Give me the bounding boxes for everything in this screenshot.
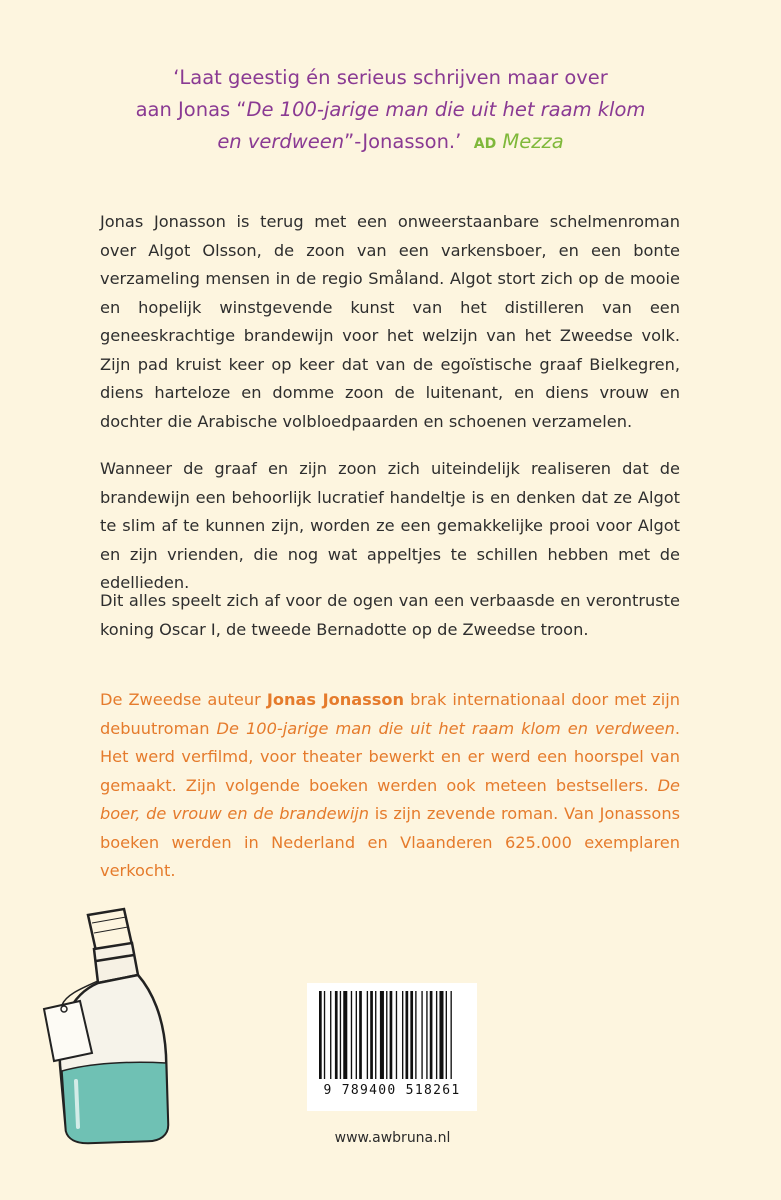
barcode-bar (359, 991, 362, 1079)
quote-line-1: ‘Laat geestig én serieus schrijven maar over (173, 66, 608, 89)
barcode-bar (351, 991, 352, 1079)
author-bio (100, 686, 680, 886)
quote-book-title: De 100-jarige man die uit het raam klom (246, 98, 646, 121)
book-title-2: De boer, de vrouw en de brandewijn (100, 775, 680, 823)
barcode-bar (430, 991, 433, 1079)
bio-text: . Het werd verfilmd, voor theater bewerkt en er werd een hoorspel van gemaakt. Zijn volgende boeken werden ook meteen bestsellers. (100, 718, 681, 795)
barcode-bar (439, 991, 443, 1079)
bottle-icon (40, 905, 190, 1145)
quote-source-mezza: Mezza (502, 130, 564, 153)
bio-text: is zijn zevende roman. Van Jonassons boeken werden in Nederland en Vlaanderen 625.000 exemplaren verkocht. (100, 804, 681, 880)
barcode-bar (375, 991, 376, 1079)
isbn-number: 9 789400 518261 (323, 1083, 461, 1098)
blurb-paragraph-2: Wanneer de graaf en zijn zoon zich uiteindelijk realiseren dat de brandewijn een behoorlijk lucratief handeltje is en denken dat ze Algot te slim af te kunnen zijn, worden ze een gemakkelijke prooi voor Algot en zijn vrienden, die nog wat appeltjes te schillen hebben met de edellieden. (100, 459, 680, 592)
blurb-paragraph-3: Dit alles speelt zich af voor de ogen van een verbaasde en verontruste koning Oscar I, de tweede Bernadotte op de Zweedse troon. (100, 591, 680, 639)
barcode-bar (386, 991, 387, 1079)
barcode-bars (307, 983, 477, 1083)
barcode-bar (446, 991, 447, 1079)
barcode-bar (343, 991, 347, 1079)
book-title-1: De 100-jarige man die uit het raam klom en verdween (216, 718, 675, 738)
quote-line-3 (60, 126, 721, 160)
review-quote (60, 62, 721, 160)
barcode-bar (410, 991, 413, 1079)
barcode-bar (436, 991, 437, 1079)
barcode-bar (319, 991, 322, 1079)
barcode-bar (402, 991, 403, 1079)
quote-source-ad: AD (473, 136, 497, 152)
barcode (307, 983, 477, 1111)
barcode-bar (370, 991, 373, 1079)
quote-line-2 (60, 94, 721, 126)
barcode-bar (356, 991, 357, 1079)
publisher-website: www.awbruna.nl (334, 1130, 451, 1146)
barcode-bar (340, 991, 341, 1079)
barcode-bar (367, 991, 368, 1079)
barcode-bar (330, 991, 331, 1079)
barcode-bar (451, 991, 452, 1079)
barcode-bar (335, 991, 338, 1079)
bio-text: brak internationaal door met zijn debuutroman (100, 690, 680, 738)
barcode-bar (415, 991, 416, 1079)
quote-text-end: ”-Jonasson.’ (344, 130, 462, 153)
blurb-paragraph-1: Jonas Jonasson is terug met een onweerstaanbare schelmenroman over Algot Olsson, de zoon van een varkensboer, en een bonte verzameling mensen in de regio Småland. Algot stort zich op de mooie en hopelijk winstgevende kunst van het distilleren van een geneeskrachtige brandewijn voor het welzijn van het Zweedse volk. Zijn pad kruist keer op keer dat van de egoïstische graaf Bielkegren, diens harteloze en domme zoon de luitenant, en diens vrouw en dochter die Arabische volbloedpaarden en schoenen verzamelen. (100, 212, 680, 431)
barcode-bar (390, 991, 393, 1079)
barcode-bar (426, 991, 427, 1079)
quote-text: aan Jonas “ (135, 98, 247, 121)
barcode-bar (324, 991, 325, 1079)
barcode-bar (421, 991, 422, 1079)
barcode-bar (406, 991, 409, 1079)
barcode-bar (380, 991, 384, 1079)
quote-book-title-end: en verdween (217, 130, 345, 153)
author-name: Jonas Jonasson (266, 690, 405, 709)
barcode-bar (396, 991, 397, 1079)
bio-text: De Zweedse auteur (100, 690, 267, 709)
